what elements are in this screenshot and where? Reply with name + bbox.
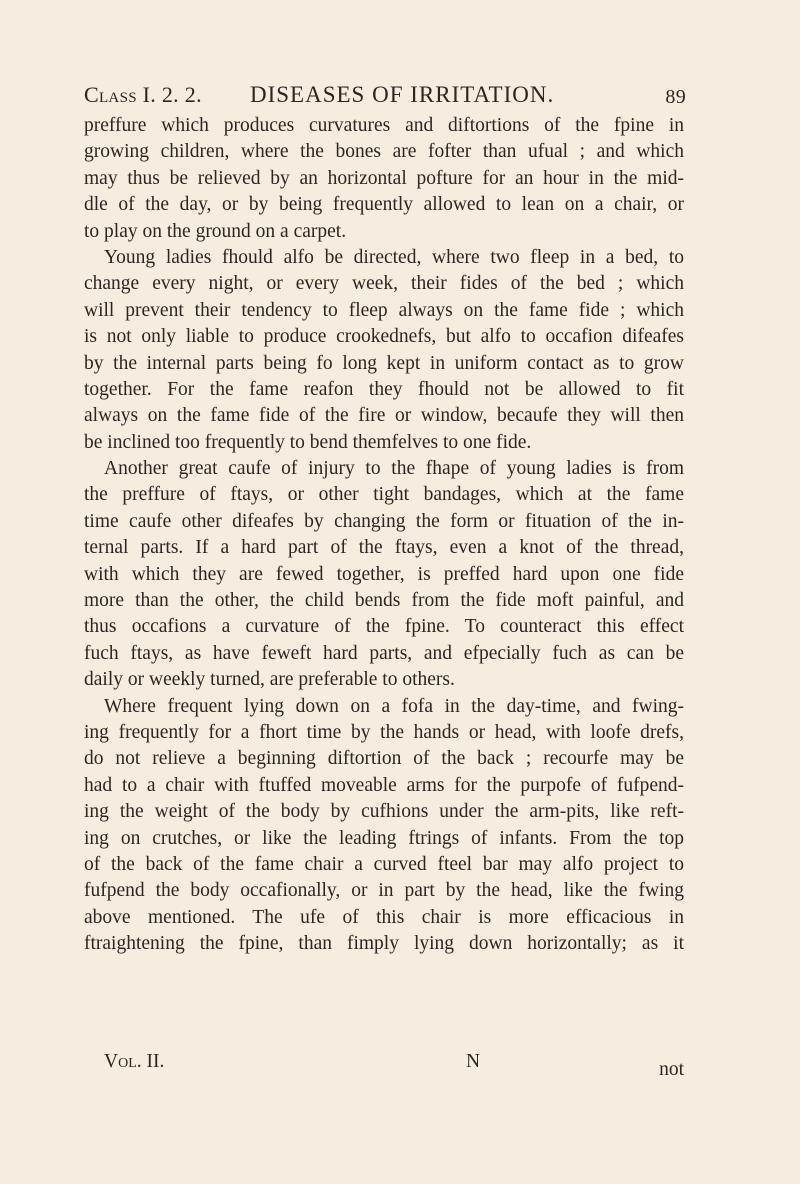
text-line: is not only liable to produce crookednefs, but alfo to occafion difeafes — [84, 326, 684, 348]
running-head — [84, 80, 684, 110]
text-line: ing frequently for a fhort time by the hands or head, with loofe drefs, — [84, 721, 684, 743]
text-line: above mentioned. The ufe of this chair is more efficacious in — [84, 906, 684, 928]
text-line: to play on the ground on a carpet. — [84, 220, 347, 242]
text-line: ftraightening the fpine, than fimply lying down horizontally; as it — [84, 933, 684, 955]
text-line: daily or weekly turned, are preferable to others. — [84, 669, 455, 691]
text-line: do not relieve a beginning diftortion of the back ; recourfe may be — [84, 748, 684, 770]
text-line: by the internal parts being fo long kept in uniform contact as to grow — [84, 352, 684, 374]
page-footer — [104, 1047, 684, 1080]
text-line: of the back of the fame chair a curved fteel bar may alfo project to — [84, 853, 684, 875]
text-line: together. For the fame reafon they fhould not be allowed to fit — [84, 378, 684, 400]
body-text — [84, 113, 684, 958]
catchword: not — [659, 1059, 684, 1080]
signature-mark: N — [466, 1051, 481, 1072]
text-line: growing children, where the bones are fofter than ufual ; and which — [84, 141, 684, 163]
text-line: always on the fame fide of the fire or window, becaufe they will then — [84, 405, 684, 427]
page-number: 89 — [665, 86, 686, 108]
text-line: preffure which produces curvatures and diftortions of the fpine in — [84, 115, 684, 136]
text-line: fuch ftays, as have feweft hard parts, and efpecially fuch as can be — [84, 642, 684, 664]
text-line: fufpend the body occafionally, or in part by the head, like the fwing — [84, 880, 684, 902]
text-line: dle of the day, or by being frequently allowed to lean on a chair, or — [84, 194, 684, 216]
text-line: will prevent their tendency to fleep always on the fame fide ; which — [84, 299, 684, 321]
text-line: change every night, or every week, their fides of the bed ; which — [84, 273, 684, 295]
text-line: be inclined too frequently to bend themfelves to one fide. — [84, 431, 532, 453]
text-line: thus occafions a curvature of the fpine. To counteract this effect — [84, 616, 684, 638]
text-line: the preffure of ftays, or other tight bandages, which at the fame — [84, 484, 684, 506]
text-line: time caufe other difeafes by changing the form or fituation of the in- — [84, 510, 684, 532]
text-line: more than the other, the child bends from the fide moft painful, and — [84, 590, 684, 612]
text-line: ternal parts. If a hard part of the ftays, even a knot of the thread, — [84, 537, 684, 559]
volume-label: Vol. II. — [104, 1051, 165, 1072]
text-line: had to a chair with ftuffed moveable arms for the purpofe of fufpend- — [84, 774, 684, 796]
text-line: with which they are fewed together, is preffed hard upon one fide — [84, 563, 684, 585]
page-title: DISEASES OF IRRITATION. — [250, 82, 555, 107]
text-line: Another great caufe of injury to the fhape of young ladies is from — [104, 458, 684, 480]
text-line: may thus be relieved by an horizontal pofture for an hour in the mid- — [84, 167, 684, 189]
text-line: Young ladies fhould alfo be directed, where two fleep in a bed, to — [104, 246, 684, 268]
text-line: ing on crutches, or like the leading ftrings of infants. From the top — [84, 827, 684, 849]
text-line: Where frequent lying down on a fofa in the day-time, and fwing- — [104, 695, 684, 717]
text-line: ing the weight of the body by cufhions under the arm-pits, like reft- — [84, 801, 684, 823]
class-label: Class I. 2. 2. — [84, 82, 202, 107]
